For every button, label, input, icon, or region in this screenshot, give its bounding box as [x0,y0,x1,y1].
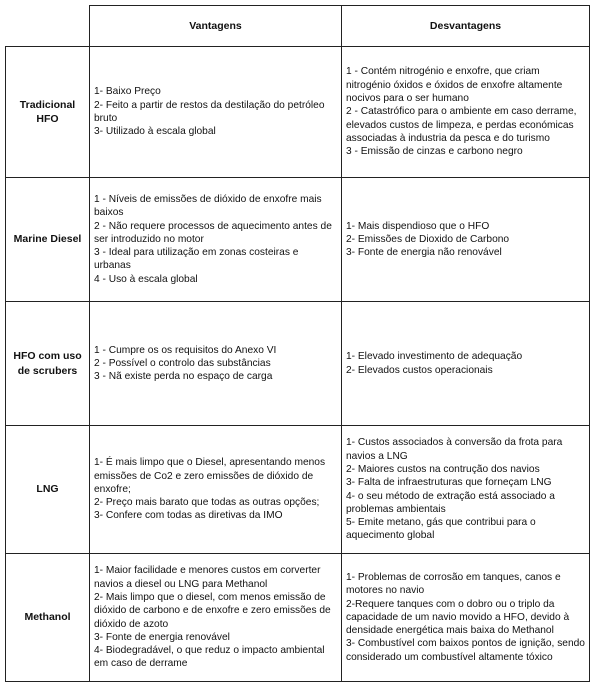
vantagens-cell [90,426,342,554]
vantagen-item: 3- Confere com todas as diretivas da IMO [94,510,283,522]
vantagen-item: 1- Maior facilidade e menores custos em corverter navios a diesel ou LNG para Methanol [94,565,321,590]
vantagen-item: 1 - Cumpre os os requisitos do Anexo VI [94,344,277,356]
corner-cell [6,6,90,47]
table-row [6,302,590,426]
vantagen-item: 3- Fonte de energia renovável [94,631,230,643]
vantagens-cell [90,302,342,426]
vantagen-item: 1- É mais limpo que o Diesel, apresentando menos emissões de Co2 e zero emissões de dióxido de enxofre; [94,457,326,495]
desvantagen-item: 1- Custos associados à conversão da frota para navios a LNG [346,437,563,462]
desvantagen-item: 3 - Emissão de cinzas e carbono negro [346,146,523,158]
desvantagens-cell [342,302,590,426]
row-header: HFO com uso de scrubers [6,302,90,426]
comparison-table [5,5,590,682]
desvantagen-item: 3- Fonte de energia não renovável [346,247,502,259]
desvantagen-item: 2- Emissões de Dioxido de Carbono [346,233,510,245]
desvantagen-item: 2 - Catastrófico para o ambiente em caso derrame, elevados custos de limpeza, e perdas económicas associadas à industria da pesca e do turismo [346,106,577,144]
desvantagens-cell [342,426,590,554]
table-row [6,554,590,682]
vantagen-item: 2 - Não requere processos de aquecimento antes de ser introduzido no motor [94,220,332,245]
header-row [6,6,590,47]
vantagen-item: 3- Utilizado à escala global [94,126,216,138]
table-row [6,426,590,554]
desvantagen-item: 4- o seu método de extração está associado a problemas ambientais [346,490,555,515]
desvantagen-item: 2-Requere tanques com o dobro ou o triplo da capacidade de um navio movido a HFO, devido à densidade energética mais baixa do Methanol [346,598,570,637]
desvantagen-item: 2- Maiores custos na contrução dos navios [346,463,540,475]
row-header: Marine Diesel [6,178,90,302]
desvantagen-item: 3- Falta de infraestruturas que forneçam LNG [346,477,552,489]
desvantagen-item: 3- Combustível com baixos pontos de ignição, sendo considerado um combustível altamente tóxico [346,638,585,663]
desvantagens-cell [342,554,590,682]
vantagen-item: 2- Feito a partir de restos da destilação do petróleo bruto [94,99,325,124]
desvantagen-item: 1 - Contém nitrogénio e enxofre, que criam nitrogénio óxidos e óxidos de enxofre altamente nocivos para o ser humano [346,66,563,105]
desvantagen-item: 1- Problemas de corrosão em tanques, canos e motores no navio [346,571,561,597]
desvantagen-item: 1- Elevado investimento de adequação [346,351,523,363]
table-row [6,178,590,302]
vantagen-item: 2- Preço mais barato que todas as outras opções; [94,497,320,509]
vantagens-cell [90,47,342,178]
vantagen-item: 1 - Níveis de emissões de dióxido de enxofre mais baixos [94,193,322,219]
vantagen-item: 4- Biodegradável, o que reduz o impacto ambiental em caso de derrame [94,645,325,670]
desvantagen-item: 1- Mais dispendioso que o HFO [346,220,490,232]
header-desvantagens: Desvantagens [342,6,590,47]
row-header: Tradicional HFO [6,47,90,178]
vantagen-item: 4 - Uso à escala global [94,273,198,285]
vantagens-cell [90,554,342,682]
row-header: Methanol [6,554,90,682]
vantagen-item: 1- Baixo Preço [94,86,161,98]
vantagen-item: 2- Mais limpo que o diesel, com menos emissão de dióxido de carbono e de enxofre e zero emissões de dióxido de azoto [94,591,331,630]
vantagen-item: 3 - Nã existe perda no espaço de carga [94,371,273,383]
vantagens-cell [90,178,342,302]
vantagen-item: 3 - Ideal para utilização em zonas costeiras e urbanas [94,247,299,272]
table-row [6,47,590,178]
header-vantagens: Vantagens [90,6,342,47]
desvantagens-cell [342,47,590,178]
desvantagen-item: 2- Elevados custos operacionais [346,364,493,376]
row-header: LNG [6,426,90,554]
desvantagens-cell [342,178,590,302]
vantagen-item: 2 - Possível o controlo das substâncias [94,357,271,369]
desvantagen-item: 5- Emite metano, gás que contribui para o aquecimento global [346,517,536,542]
